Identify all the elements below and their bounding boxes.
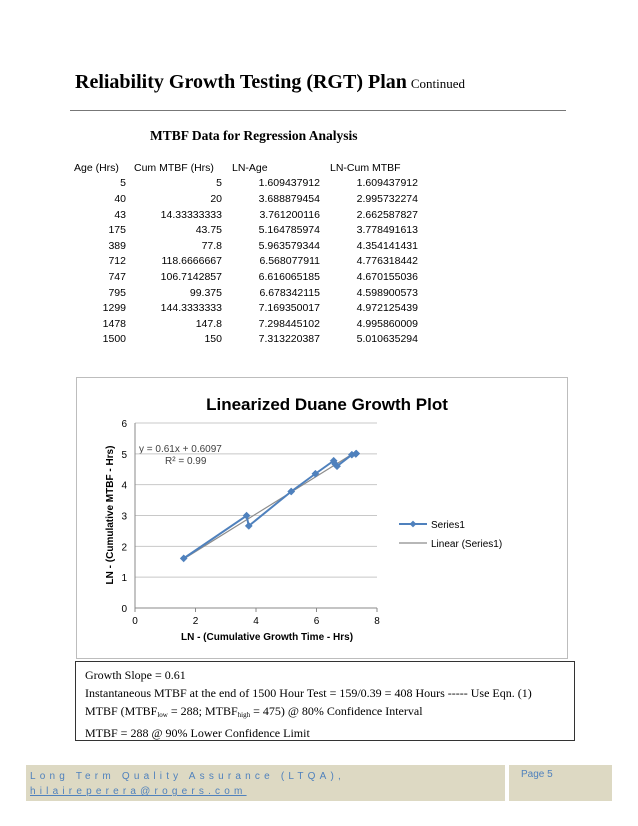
trendline-equation: y = 0.61x + 0.6097 [139,444,222,455]
table-cell: 6.616065185 [258,270,320,283]
table-cell: 175 [108,224,126,237]
instantaneous-mtbf-text: Instantaneous MTBF at the end of 1500 Hour Test = 159/0.39 = 408 Hours ----- Use Eqn. (1) [85,686,532,700]
duane-growth-chart [76,377,568,659]
table-cell: 5.963579344 [258,239,320,252]
x-tick-label: 8 [374,616,380,627]
table-cell: 389 [108,239,126,252]
x-tick-label: 6 [313,616,320,627]
results-summary-box [75,661,575,741]
footer-org: Long Term Quality Assurance (LTQA), [30,771,346,782]
table-cell: 3.778491613 [356,224,418,237]
y-tick-label: 3 [121,511,127,523]
y-tick-label: 1 [121,573,127,585]
y-tick-label: 2 [121,542,127,554]
y-axis-label: LN - (Cumulative MTBF - Hrs) [105,445,116,585]
table-row [74,300,418,316]
table-cell: 106.7142857 [160,270,222,283]
table-cell: 1299 [102,302,126,315]
table-cell: 712 [108,255,126,268]
table-header-row [74,160,418,176]
continued-label: Continued [410,76,466,91]
table-row [74,238,418,254]
trendline [184,452,357,559]
table-cell: 4.598900573 [356,286,418,299]
table-cell: 150 [204,333,222,346]
legend-series1-label: Series1 [431,520,465,531]
table-cell: 1478 [102,317,126,330]
table-cell: 43 [114,208,126,221]
table-row [74,285,418,301]
table-cell: 6.678342115 [259,286,320,299]
table-cell: 118.6666667 [161,255,222,268]
page-title [75,71,465,94]
lower-confidence-text: MTBF = 288 @ 90% Lower Confidence Limit [85,726,310,740]
mtbf-interval-part: = 475) @ 80% Confidence Interval [250,704,423,718]
page-number: Page 5 [521,769,553,780]
table-row [74,316,418,332]
y-tick-label: 6 [121,419,127,430]
table-cell: 5.010635294 [356,333,418,346]
table-cell: 6.568077911 [259,255,320,268]
table-cell: 4.354141431 [356,239,418,252]
table-cell: 147.8 [195,317,222,330]
table-cell: 7.313220387 [258,333,320,346]
table-cell: 144.3333333 [160,302,222,315]
y-tick-label: 0 [121,604,127,615]
table-cell: 747 [108,270,126,283]
table-cell: 1500 [102,333,126,346]
table-cell: 14.33333333 [160,208,222,221]
chart-svg [77,378,567,658]
chart-title: Linearized Duane Growth Plot [206,395,448,414]
table-cell: 3.688879454 [258,192,320,205]
table-cell: 43.75 [195,224,222,237]
growth-slope-text: Growth Slope = 0.61 [85,668,186,682]
table-cell: 99.375 [189,286,222,299]
page-footer [26,765,612,801]
legend-series1-marker [410,521,417,528]
mtbf-interval-part: MTBF (MTBF [85,704,158,718]
table-cell: 5 [120,177,126,190]
footer-org-block [30,769,345,799]
column-header: Cum MTBF (Hrs) [134,161,214,174]
table-cell: 4.972125439 [356,302,418,315]
table-cell: 77.8 [201,239,222,252]
table-cell: 3.761200116 [259,208,320,221]
table-row [74,332,418,348]
table-cell: 40 [114,192,126,205]
table-row [74,207,418,223]
table-row [74,176,418,192]
mtbf-interval-part: = 288; MTBF [167,704,238,718]
x-axis-label: LN - (Cumulative Growth Time - Hrs) [180,632,354,643]
table-caption: MTBF Data for Regression Analysis [150,128,358,143]
x-tick-label: 0 [132,616,138,627]
table-cell: 5.164785974 [258,224,320,237]
column-header: LN-Cum MTBF [330,161,401,174]
y-tick-label: 5 [121,449,127,461]
legend-trendline-label: Linear (Series1) [431,539,503,550]
page-title-text: Reliability Growth Testing (RGT) Plan [75,71,407,93]
x-tick-label: 2 [192,616,199,627]
table-row [74,191,418,207]
table-cell: 2.662587827 [356,208,418,221]
column-header: Age (Hrs) [74,161,119,174]
table-cell: 7.169350017 [258,302,320,315]
x-tick-label: 4 [253,616,259,627]
table-cell: 4.776318442 [356,255,418,268]
table-cell: 4.995860009 [356,317,418,330]
table-cell: 1.609437912 [258,177,320,190]
column-header: LN-Age [232,161,268,174]
mtbf-low-subscript: low [157,711,168,719]
trendline-r2: R² = 0.99 [165,456,207,467]
title-divider [70,110,566,111]
table-cell: 1.609437912 [356,177,418,190]
mtbf-interval-text [85,702,574,724]
table-cell: 20 [210,192,222,205]
table-cell: 5 [216,177,222,190]
footer-divider [505,765,509,801]
table-cell: 4.670155036 [356,270,418,283]
table-cell: 795 [108,286,126,299]
footer-email-link[interactable]: hilaireperera@rogers.com [30,786,247,797]
table-cell: 7.298445102 [258,317,320,330]
table-row [74,269,418,285]
table-row [74,222,418,238]
y-tick-label: 4 [121,480,127,492]
table-cell: 2.995732274 [356,192,418,205]
mtbf-high-subscript: high [237,711,251,719]
regression-data-table [74,160,418,347]
table-row [74,254,418,270]
